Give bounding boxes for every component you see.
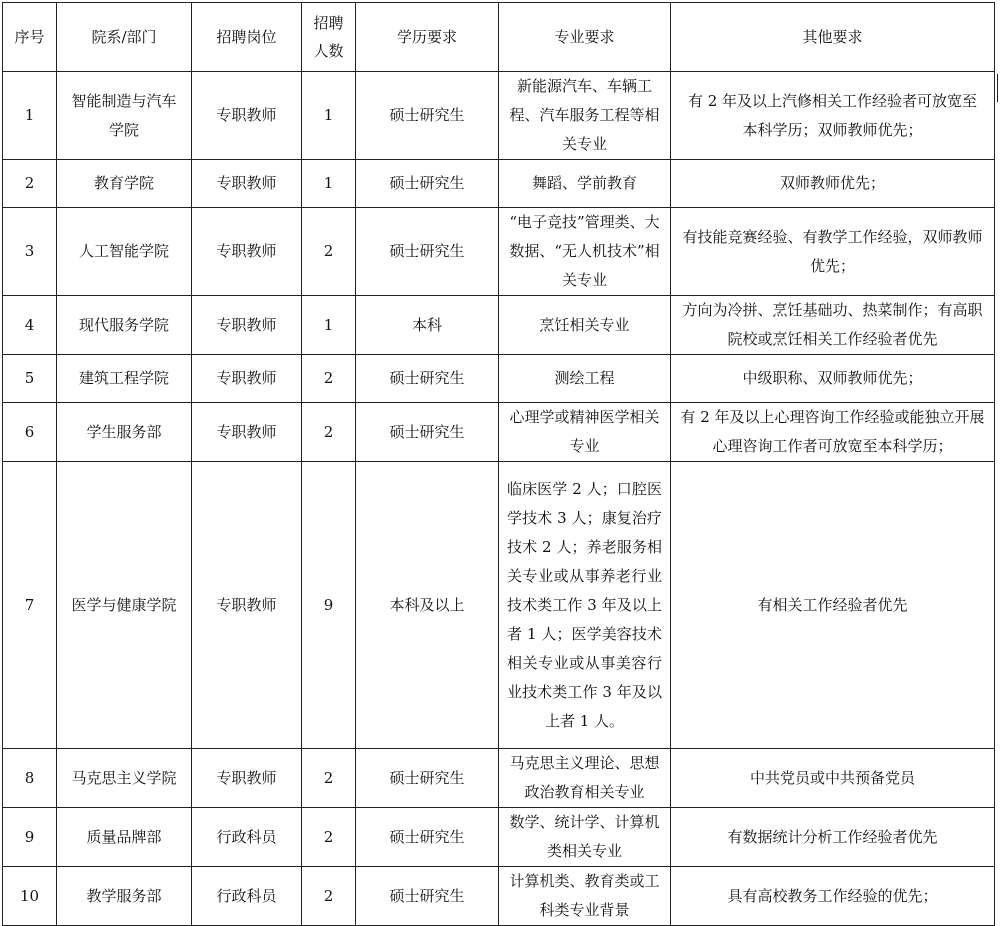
cell-major: 马克思主义理论、思想政治教育相关专业 [499,749,671,808]
cell-education: 硕士研究生 [356,160,499,208]
table-row [3,867,995,926]
cell-major: 心理学或精神医学相关专业 [499,403,671,462]
cell-other: 中共党员或中共预备党员 [671,749,995,808]
header-education: 学历要求 [356,3,499,72]
cell-position: 专职教师 [192,749,302,808]
cell-education: 本科及以上 [356,462,499,749]
cell-position: 行政科员 [192,808,302,867]
scrollbar-edge[interactable] [997,74,1004,102]
cell-other: 有 2 年及以上汽修相关工作经验者可放宽至本科学历；双师教师优先； [671,72,995,160]
cell-dept: 马克思主义学院 [57,749,192,808]
cell-position: 行政科员 [192,867,302,926]
cell-position: 专职教师 [192,72,302,160]
cell-no: 5 [3,355,57,403]
table-row [3,749,995,808]
cell-other: 方向为冷拼、烹饪基础功、热菜制作；有高职院校或烹饪相关工作经验者优先 [671,296,995,355]
cell-other: 双师教师优先； [671,160,995,208]
cell-count: 2 [302,808,356,867]
cell-no: 1 [3,72,57,160]
cell-count: 1 [302,160,356,208]
cell-dept: 智能制造与汽车学院 [57,72,192,160]
cell-count: 2 [302,355,356,403]
cell-education: 硕士研究生 [356,749,499,808]
table-row [3,72,995,160]
header-dept: 院系/部门 [57,3,192,72]
cell-count: 1 [302,72,356,160]
cell-count: 2 [302,208,356,296]
cell-no: 3 [3,208,57,296]
cell-position: 专职教师 [192,403,302,462]
header-count: 招聘人数 [302,3,356,72]
cell-position: 专职教师 [192,462,302,749]
cell-count: 2 [302,403,356,462]
header-row [3,3,995,72]
cell-major: 计算机类、教育类或工科类专业背景 [499,867,671,926]
cell-other: 有技能竞赛经验、有教学工作经验，双师教师优先； [671,208,995,296]
cell-other: 中级职称、双师教师优先； [671,355,995,403]
cell-other: 具有高校教务工作经验的优先； [671,867,995,926]
cell-no: 4 [3,296,57,355]
cell-major: 新能源汽车、车辆工程、汽车服务工程等相关专业 [499,72,671,160]
cell-no: 8 [3,749,57,808]
table-row [3,160,995,208]
cell-other: 有数据统计分析工作经验者优先 [671,808,995,867]
table-row [3,296,995,355]
table-row [3,462,995,749]
cell-no: 7 [3,462,57,749]
cell-other: 有相关工作经验者优先 [671,462,995,749]
table-row [3,808,995,867]
cell-dept: 建筑工程学院 [57,355,192,403]
table-row [3,403,995,462]
cell-count: 2 [302,867,356,926]
cell-major: 临床医学 2 人；口腔医学技术 3 人；康复治疗技术 2 人；养老服务相关专业或从事养老行业技术类工作 3 年及以上者 1 人；医学美容技术相关专业或从事美容行业技术类工作 3 年及以上者 1 人。 [499,462,671,749]
cell-position: 专职教师 [192,355,302,403]
cell-dept: 人工智能学院 [57,208,192,296]
cell-position: 专职教师 [192,296,302,355]
cell-dept: 质量品牌部 [57,808,192,867]
cell-major: 测绘工程 [499,355,671,403]
table-row [3,355,995,403]
cell-no: 2 [3,160,57,208]
cell-major: “电子竞技”管理类、大数据、“无人机技术”相关专业 [499,208,671,296]
cell-no: 10 [3,867,57,926]
cell-education: 硕士研究生 [356,808,499,867]
cell-dept: 学生服务部 [57,403,192,462]
cell-no: 9 [3,808,57,867]
cell-dept: 教学服务部 [57,867,192,926]
cell-dept: 医学与健康学院 [57,462,192,749]
header-no: 序号 [3,3,57,72]
cell-education: 硕士研究生 [356,72,499,160]
cell-education: 硕士研究生 [356,867,499,926]
cell-other: 有 2 年及以上心理咨询工作经验或能独立开展心理咨询工作者可放宽至本科学历； [671,403,995,462]
header-position: 招聘岗位 [192,3,302,72]
cell-education: 硕士研究生 [356,355,499,403]
recruitment-table [2,2,995,926]
cell-education: 硕士研究生 [356,208,499,296]
cell-count: 1 [302,296,356,355]
cell-no: 6 [3,403,57,462]
cell-dept: 教育学院 [57,160,192,208]
cell-position: 专职教师 [192,160,302,208]
cell-major: 烹饪相关专业 [499,296,671,355]
cell-position: 专职教师 [192,208,302,296]
cell-education: 本科 [356,296,499,355]
cell-major: 舞蹈、学前教育 [499,160,671,208]
cell-count: 9 [302,462,356,749]
cell-count: 2 [302,749,356,808]
header-major: 专业要求 [499,3,671,72]
header-other: 其他要求 [671,3,995,72]
cell-major: 数学、统计学、计算机类相关专业 [499,808,671,867]
cell-dept: 现代服务学院 [57,296,192,355]
table-row [3,208,995,296]
cell-education: 硕士研究生 [356,403,499,462]
